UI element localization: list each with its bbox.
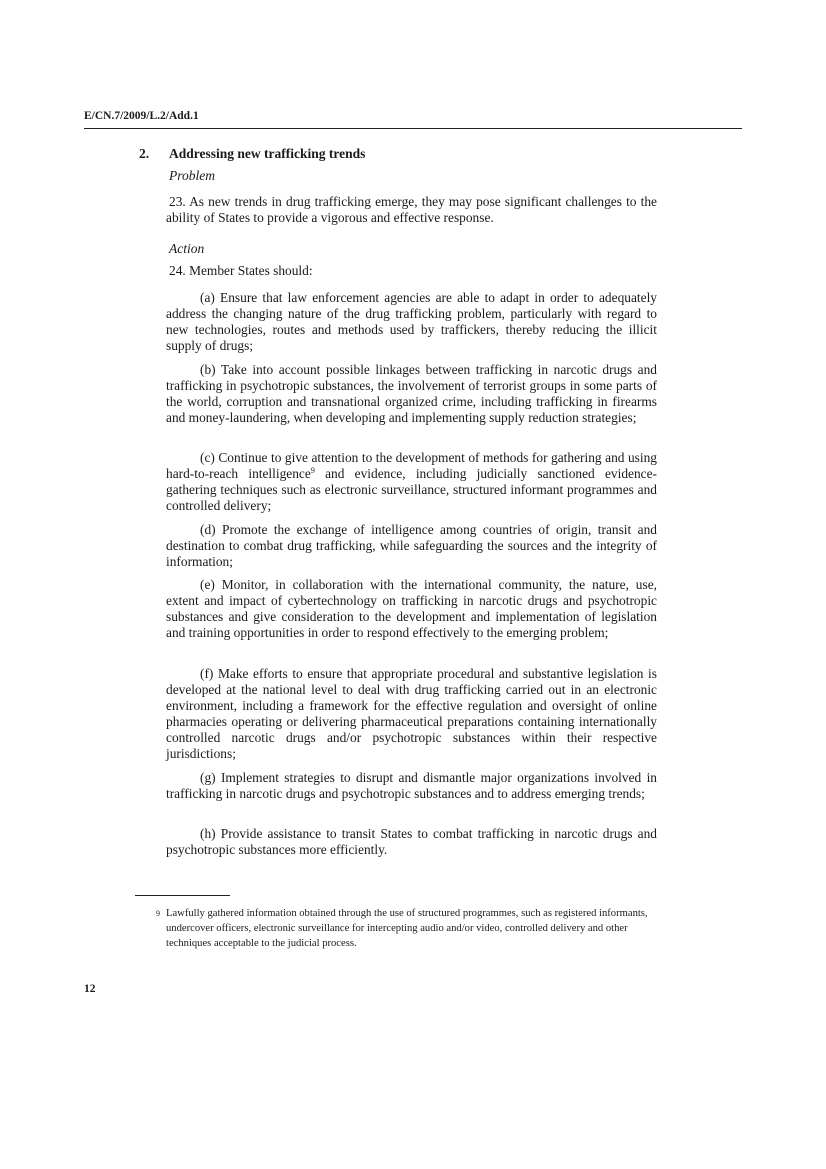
- list-item-c-text-end: and evidence, including judicially sanctioned evidence-gathering techniques such as electronic surveillance, structured informant programmes and controlled delivery;: [166, 466, 658, 513]
- list-item-c: [166, 450, 657, 514]
- list-item-a: (a) Ensure that law enforcement agencies are able to adapt in order to adequately address the changing nature of the drug trafficking problem, particularly with regard to new technologies, routes and methods used by traffickers, thereby reducing the illicit supply of drugs;: [166, 290, 657, 353]
- section-heading: [139, 146, 365, 162]
- problem-heading: Problem: [169, 168, 215, 183]
- list-item-d: (d) Promote the exchange of intelligence among countries of origin, transit and destination to combat drug trafficking, while safeguarding the sources and the integrity of information;: [166, 522, 657, 569]
- footnote: [156, 906, 666, 951]
- footnote-reference: 9: [310, 466, 315, 475]
- paragraph-24-intro: 24. Member States should:: [169, 263, 313, 278]
- list-item-c-text-start: (c) Continue to give attention to the development of methods for gathering and using hard-to-reach intelligence: [166, 450, 657, 481]
- action-heading: Action: [169, 241, 205, 256]
- document-symbol: E/CN.7/2009/L.2/Add.1: [84, 110, 199, 122]
- section-title: Addressing new trafficking trends: [169, 146, 366, 161]
- list-item-b: (b) Take into account possible linkages between trafficking in narcotic drugs and trafficking in psychotropic substances, the involvement of terrorist groups in some parts of the world, corruption and transnational organized crime, including trafficking in firearms and money-laundering, when developing and implementing supply reduction strategies;: [166, 362, 657, 425]
- list-item-f: (f) Make efforts to ensure that appropriate procedural and substantive legislation is developed at the national level to deal with drug trafficking carried out in an electronic environment, including a framework for the effective regulation and oversight of online pharmacies operating or delivering pharmaceutical preparations containing internationally controlled narcotic drugs and/or psychotropic substances within their respective jurisdictions;: [166, 666, 657, 761]
- section-number: 2.: [139, 146, 150, 161]
- paragraph-23: 23. As new trends in drug trafficking emerge, they may pose significant challenges to the ability of States to provide a vigorous and effective response.: [166, 194, 657, 225]
- footnote-mark: 9: [156, 909, 160, 918]
- list-item-g: (g) Implement strategies to disrupt and dismantle major organizations involved in trafficking in narcotic drugs and psychotropic substances and to address emerging trends;: [166, 770, 657, 801]
- footnote-text: Lawfully gathered information obtained through the use of structured programmes, such as registered informants, undercover officers, electronic surveillance for intercepting audio and/or video, controlled delivery and other techniques acceptable to the judicial process.: [166, 908, 648, 949]
- page-number: 12: [84, 983, 96, 995]
- header-divider: [84, 128, 742, 129]
- list-item-h: (h) Provide assistance to transit States to combat trafficking in narcotic drugs and psychotropic substances more efficiently.: [166, 826, 657, 857]
- list-item-e: (e) Monitor, in collaboration with the international community, the nature, use, extent and impact of cybertechnology on trafficking in narcotic drugs and psychotropic substances and give consideration to the development and implementation of legislation and training opportunities in order to respond effectively to the emerging problem;: [166, 577, 657, 640]
- footnote-divider: [135, 895, 230, 896]
